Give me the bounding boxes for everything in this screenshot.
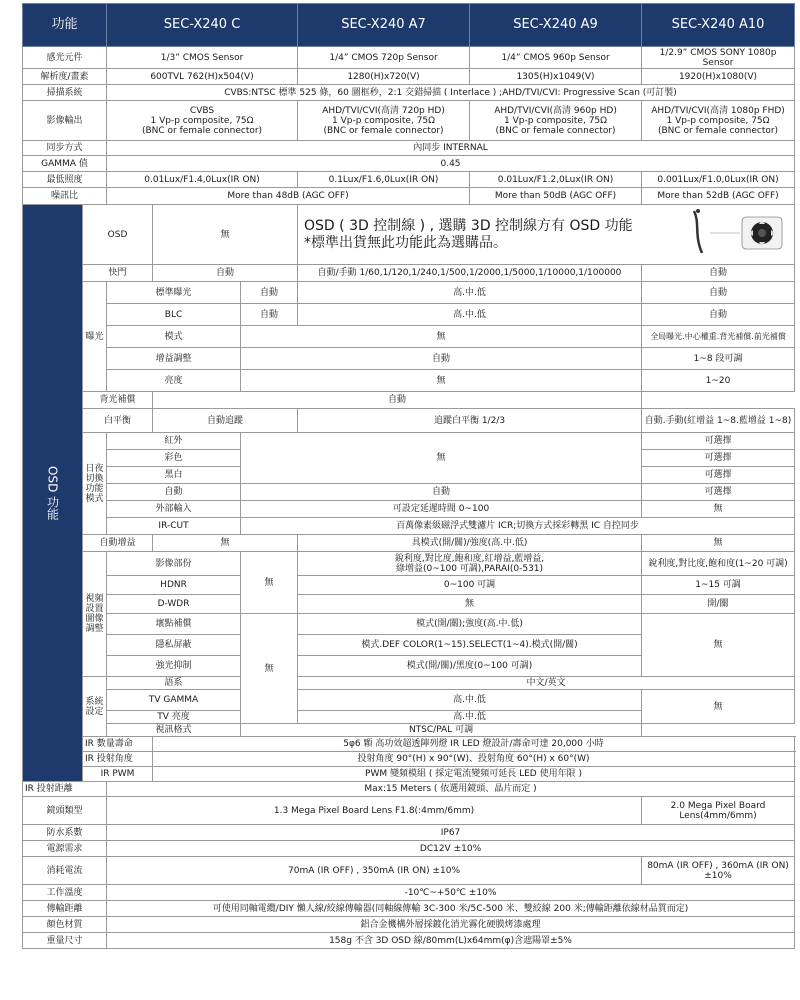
lens-a10: 2.0 Mega Pixel Board Lens(4mm/6mm) [642,797,795,825]
row-snr [23,188,795,205]
header-row [23,4,795,47]
label-ir-angle: IR 投射角度 [83,752,153,767]
current-a10: 80mA (IR OFF) , 360mA (IR ON) ±10% [642,857,795,885]
label-wb: 白平衡 [83,409,153,433]
row-scan [23,85,795,101]
output-a7-line: (BNC or female connector) [323,125,444,136]
header-model-a10: SEC-X240 A10 [642,4,795,47]
row-blc [23,304,795,326]
resolution-c: 600TVL 762(H)x504(V) [107,69,298,85]
row-ir-life [23,737,795,752]
sensor-a10: 1/2.9” CMOS SONY 1080p Sensor [642,47,795,69]
label-tvgamma: TV GAMMA [107,690,241,711]
row-dn-red [23,433,795,450]
output-c [107,101,298,141]
dn-bw-a10: 可選擇 [642,467,795,484]
backlight-value: 自動 [153,392,642,409]
label-tvbright: TV 亮度 [107,711,241,724]
blc-mid: 高.中.低 [298,304,642,326]
label-dn-color: 彩色 [107,450,241,467]
row-dpc [23,614,795,635]
label-dn-auto: 自動 [107,484,241,501]
brightness-mid: 無 [241,370,642,392]
spec-sheet [22,3,794,997]
output-a7 [298,101,470,141]
label-gain: 增益調整 [107,348,241,370]
output-a10 [642,101,795,141]
sync-value: 內同步 INTERNAL [107,141,795,156]
tvbright-mid: 高.中.低 [298,711,642,724]
label-current: 消耗電流 [23,857,107,885]
row-shutter [23,265,795,282]
gamma-value: 0.45 [107,156,795,172]
label-output: 影像輸出 [23,101,107,141]
osd-side-label: OSD 功能 [23,205,83,782]
row-dn-auto [23,484,795,501]
label-exposure-mode: 模式 [107,326,241,348]
system-a10: 無 [642,690,795,724]
label-hlc: 強光抑制 [107,656,241,677]
resolution-a10: 1920(H)x1080(V) [642,69,795,85]
header-model-c: SEC-X240 C [107,4,298,47]
current-main: 70mA (IR OFF) , 350mA (IR ON) ±10% [107,857,642,885]
exposure-mode-mid: 無 [241,326,642,348]
row-material [23,917,795,933]
weight-value: 158g 不含 3D OSD 線/80mm(L)x64mm(φ)含遮陽罩±5% [107,933,795,949]
row-dwdr [23,595,795,614]
row-ircut [23,518,795,535]
label-backlight: 背光補償 [83,392,153,409]
row-temp [23,885,795,901]
illum-a9: 0.01Lux/F1.2,0Lux(IR ON) [470,172,642,188]
label-illum: 最低照度 [23,172,107,188]
label-dn-red: 紅外 [107,433,241,450]
dwdr-mid: 無 [298,595,642,614]
ir-angle-value: 投射角度 90°(H) x 90°(W)、投射角度 60°(H) x 60°(W) [153,752,795,767]
row-wb [23,409,795,433]
misc-c-none: 無 [241,614,298,724]
dn-ext-a10: 無 [642,501,795,518]
autogain-c: 無 [153,535,298,552]
output-a10-line: (BNC or female connector) [657,125,779,136]
label-ircut: IR-CUT [107,518,241,535]
row-ir-pwm [23,767,795,782]
temp-value: -10℃~+50℃ ±10% [107,885,795,901]
row-exposure-std [23,282,795,304]
gain-a10: 1~8 段可調 [642,348,795,370]
row-brightness [23,370,795,392]
dn-none-mid: 無 [241,433,642,484]
label-std-exposure: 標準曝光 [107,282,241,304]
output-c-line: CVBS [189,105,215,116]
lang-mid: 中文/英文 [298,677,795,690]
trans-value: 可使用同軸電纜/DIY 懶人線/絞線傳輸器(同軸線傳輸 3C-300 米/5C-500 米、雙絞線 200 米;傳輸距離依線材品質而定) [107,901,795,917]
row-ir-dist [23,782,795,797]
row-gain [23,348,795,370]
label-gamma: GAMMA 值 [23,156,107,172]
output-a9-line: 1 Vp-p composite, 75Ω [504,115,608,126]
osd-joystick-cable-icon [690,209,786,257]
label-sensor: 感光元件 [23,47,107,69]
power-value: DC12V ±10% [107,841,795,857]
label-hdnr: HDNR [107,576,241,595]
row-trans [23,901,795,917]
dwdr-a10: 開/關 [642,595,795,614]
output-a10-line: AHD/TVI/CVI(高清 1080p FHD) [651,105,785,116]
label-scan: 掃描系統 [23,85,107,101]
gain-mid: 自動 [241,348,642,370]
lens-main: 1.3 Mega Pixel Board Lens F1.8(:4mm/6mm) [107,797,642,825]
material-value: 鋁合金機構外層採鍍化消光霧化硬膜烤漆處理 [107,917,795,933]
dn-red-a10: 可選擇 [642,433,795,450]
label-dn-ext: 外部輸入 [107,501,241,518]
output-a7-line: 1 Vp-p composite, 75Ω [332,115,436,126]
label-temp: 工作溫度 [23,885,107,901]
label-exposure: 曝光 [83,282,107,392]
video-c-none: 無 [241,552,298,614]
privacy-mid: 模式.DEF COLOR(1~15).SELECT(1~4).模式(開/關) [298,635,642,656]
row-lens [23,797,795,825]
video-img-mid-line: 銳利度,對比度,飽和度,紅增益,藍增益, [394,553,545,564]
wb-c: 自動追蹤 [153,409,298,433]
label-sync: 同步方式 [23,141,107,156]
row-hdnr [23,576,795,595]
resolution-a7: 1280(H)x720(V) [298,69,470,85]
resolution-a9: 1305(H)x1049(V) [470,69,642,85]
label-osd: OSD [83,205,153,265]
output-c-line: (BNC or female connector) [141,125,263,136]
label-power: 電源需求 [23,841,107,857]
row-current [23,857,795,885]
row-power [23,841,795,857]
dn-auto-a10: 可選擇 [642,484,795,501]
dn-auto-mid: 自動 [241,484,642,501]
spec-table [22,3,795,949]
row-dn-ext [23,501,795,518]
label-ir-pwm: IR PWM [83,767,153,782]
output-a10-line: 1 Vp-p composite, 75Ω [666,115,770,126]
dn-ext-mid: 可設定延遲時間 0~100 [241,501,642,518]
row-illum [23,172,795,188]
label-snr: 噪訊比 [23,188,107,205]
label-dn-bw: 黑白 [107,467,241,484]
ircut-value: 百萬像素級磁浮式雙濾片 ICR;切換方式採彩轉黑 IC 自控同步 [241,518,795,535]
label-shutter: 快門 [83,265,153,282]
row-autogain [23,535,795,552]
snr-a10: More than 52dB (AGC OFF) [642,188,795,205]
label-lang: 語系 [107,677,241,690]
label-privacy: 隱私屏蔽 [107,635,241,656]
output-a9-line: AHD/TVI/CVI(高清 960p HD) [494,105,617,116]
dpc-mid: 模式(開/關);強度(高.中.低) [298,614,642,635]
snr-c-a7: More than 48dB (AGC OFF) [107,188,470,205]
tvgamma-mid: 高.中.低 [298,690,642,711]
video-img-mid-line: 綠增益(0~100 可調),PARAI(0-531) [395,563,544,574]
output-a9 [470,101,642,141]
exposure-mode-a10: 全局曝光.中心權重.背光補償.前光補償 [642,326,795,348]
row-osd [23,205,795,265]
row-sensor [23,47,795,69]
sensor-a9: 1/4” CMOS 960p Sensor [470,47,642,69]
blc-a10: 自動 [642,304,795,326]
row-gamma [23,156,795,172]
row-lang [23,677,795,690]
osd-c: 無 [153,205,298,265]
format-mid: NTSC/PAL 可調 [241,724,642,737]
dpc-a10: 無 [642,614,795,677]
std-exposure-mid: 高.中.低 [298,282,642,304]
autogain-mid: 具模式(開/關)/強度(高.中.低) [298,535,642,552]
row-ip [23,825,795,841]
label-blc: BLC [107,304,241,326]
hdnr-mid: 0~100 可調 [298,576,642,595]
label-resolution: 解析度/畫素 [23,69,107,85]
label-autogain: 自動增益 [83,535,153,552]
label-brightness: 亮度 [107,370,241,392]
label-video: 視頻設置圖像調整 [83,552,107,677]
output-a9-line: (BNC or female connector) [495,125,616,136]
row-tvgamma [23,690,795,711]
wb-mid: 追蹤白平衡 1/2/3 [298,409,642,433]
label-material: 顏色材質 [23,917,107,933]
sensor-c: 1/3” CMOS Sensor [107,47,298,69]
header-feature: 功能 [23,4,107,47]
row-ir-angle [23,752,795,767]
sensor-a7: 1/4” CMOS 720p Sensor [298,47,470,69]
header-model-a7: SEC-X240 A7 [298,4,470,47]
ip-value: IP67 [107,825,795,841]
label-daynight: 日夜切換功能模式 [83,433,107,535]
hlc-mid: 模式(開/關)/黑度(0~100 可調) [298,656,642,677]
label-ir-dist: IR 投射距離 [23,782,107,797]
label-weight: 重量尺寸 [23,933,107,949]
osd-line-1: OSD ( 3D 控制線 ) , 選購 3D 控制線方有 OSD 功能 [304,217,633,234]
shutter-a10: 自動 [642,265,795,282]
row-weight [23,933,795,949]
label-lens: 鏡頭類型 [23,797,107,825]
blc-c: 自動 [241,304,298,326]
video-img-mid [298,552,642,576]
ir-pwm-value: PWM 變頻模組 ( 採定電流變頻可延長 LED 使用年限 ) [153,767,795,782]
label-trans: 傳輸距離 [23,901,107,917]
std-exposure-c: 自動 [241,282,298,304]
row-video-img [23,552,795,576]
label-system: 系統設定 [83,677,107,737]
video-img-a10: 銳利度,對比度,飽和度(1~20 可調) [642,552,795,576]
header-model-a9: SEC-X240 A9 [470,4,642,47]
label-ir-life: IR 數量壽命 [83,737,153,752]
output-a7-line: AHD/TVI/CVI(高清 720p HD) [322,105,445,116]
row-output [23,101,795,141]
label-dwdr: D-WDR [107,595,241,614]
osd-line-2: *標準出貨無此功能此為選購品。 [304,234,508,251]
label-format: 視訊格式 [107,724,241,737]
illum-c: 0.01Lux/F1.4,0Lux(IR ON) [107,172,298,188]
output-c-line: 1 Vp-p composite, 75Ω [150,115,254,126]
snr-a9: More than 50dB (AGC OFF) [470,188,642,205]
row-backlight [23,392,795,409]
label-video-img: 影像部份 [107,552,241,576]
label-ip: 防水系數 [23,825,107,841]
row-exposure-mode [23,326,795,348]
hdnr-a10: 1~15 可調 [642,576,795,595]
wb-a10: 自動.手動(紅增益 1~8.藍增益 1~8) [642,409,795,433]
scan-value: CVBS:NTSC 標準 525 條，60 圖框秒，2:1 交錯掃描 ( Interlace ) ;AHD/TVI/CVI: Progressive Scan (可訂製) [107,85,795,101]
osd-description [298,205,795,265]
autogain-a10: 無 [642,535,795,552]
illum-a10: 0.001Lux/F1.0,0Lux(IR ON) [642,172,795,188]
shutter-c: 自動 [153,265,298,282]
shutter-mid: 自動/手動 1/60,1/120,1/240,1/500,1/2000,1/5000,1/10000,1/100000 [298,265,642,282]
std-exposure-a10: 自動 [642,282,795,304]
dn-color-a10: 可選擇 [642,450,795,467]
row-resolution [23,69,795,85]
brightness-a10: 1~20 [642,370,795,392]
label-dpc: 壞點補償 [107,614,241,635]
ir-life-value: 5φ6 顆 高功效超透陣列燈 IR LED 燈設計/壽命可達 20,000 小時 [153,737,795,752]
illum-a7: 0.1Lux/F1.6,0Lux(IR ON) [298,172,470,188]
row-format [23,724,795,737]
ir-dist-value: Max:15 Meters ( 依選用鏡頭、晶片而定 ) [107,782,795,797]
row-sync [23,141,795,156]
